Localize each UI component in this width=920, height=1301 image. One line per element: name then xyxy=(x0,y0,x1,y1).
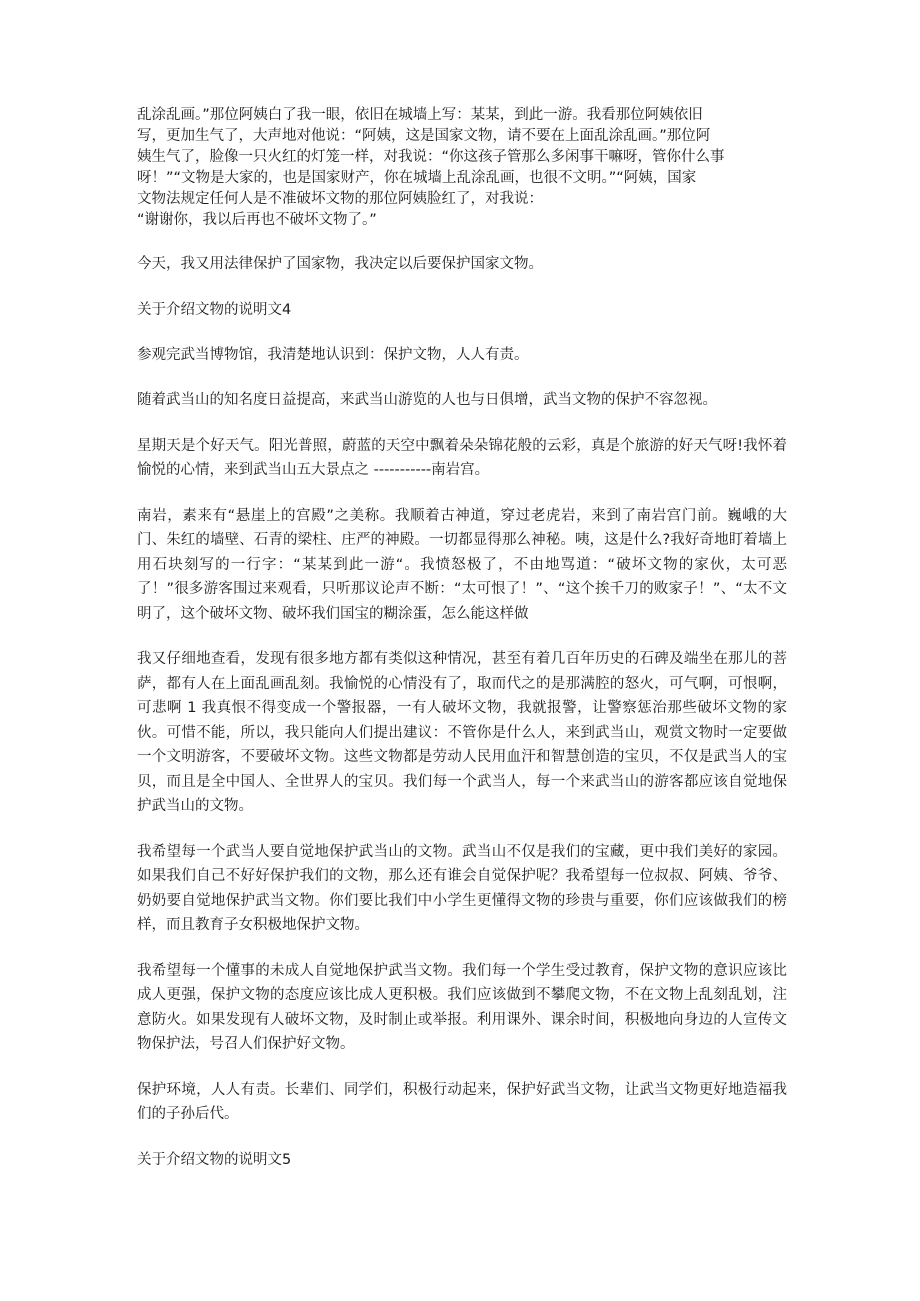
paragraph-10: 保护环境，人人有责。长辈们、同学们，积极行动起来，保护好武当文物，让武当文物更好地造福我们的子孙后代。 xyxy=(137,1081,787,1122)
paragraph-8: 我希望每一个武当人要自觉地保护武当山的文物。武当山不仅是我们的宝藏，更中我们美好的家园。如果我们自己不好好保护我们的文物，那么还有谁会自觉保护呢？我希望每一位叔叔、阿姨、爷爷、奶奶要自觉地保护武当文物。你们要比我们中小学生更懂得文物的珍贵与重要，你们应该做我们的榜样，而且教育子女积极地保护文物。 xyxy=(137,843,787,933)
text-line: 文物法规定任何人是不准破坏文物的那位阿姨脸红了，对我说： xyxy=(137,191,543,207)
paragraph-2: 今天，我又用法律保护了国家物，我决定以后要保护国家文物。 xyxy=(137,256,543,272)
document-body xyxy=(137,105,787,1172)
paragraph-1 xyxy=(137,105,787,231)
paragraph-4: 随着武当山的知名度日益提高，来武当山游览的人也与日俱增，武当文物的保护不容忽视。 xyxy=(137,392,717,408)
text-line: 乱涂乱画。”那位阿姨白了我一眼，依旧在城墙上写：某某，到此一游。我看那位阿姨依旧 xyxy=(137,107,703,123)
text-line: “谢谢你，我以后再也不破坏文物了。” xyxy=(137,212,377,228)
text-line: 姨生气了，脸像一只火红的灯笼一样，对我说：“你这孩子管那么多闲事干嘛呀，管你什么事 xyxy=(137,149,725,165)
section-heading-5: 关于介绍文物的说明文5 xyxy=(137,1151,292,1168)
text-line: 呀！”“文物是大家的，也是国家财产，你在城墙上乱涂乱画，也很不文明。”“阿姨，国家 xyxy=(137,170,697,186)
section-heading-4: 关于介绍文物的说明文4 xyxy=(137,301,292,318)
paragraph-5: 星期天是个好天气。阳光普照，蔚蓝的天空中飘着朵朵锦花般的云彩，真是个旅游的好天气呀!我怀着愉悦的心情，来到武当山五大景点之 -----------南岩宫。 xyxy=(137,437,787,478)
paragraph-9: 我希望每一个懂事的未成人自觉地保护武当文物。我们每一个学生受过教育，保护文物的意识应该比成人更强，保护文物的态度应该比成人更积极。我们应该做到不攀爬文物，不在文物上乱刻乱划，注意防火。如果发现有人破坏文物，及时制止或举报。利用课外、课余时间，积极地向身边的人宣传文物保护法，号召人们保护好文物。 xyxy=(137,962,787,1052)
paragraph-6: 南岩，素来有“悬崖上的宫殿”之美称。我顺着古神道，穿过老虎岩，来到了南岩宫门前。巍峨的大门、朱红的墙壁、石青的梁柱、庄严的神殿。一切都显得那么神秘。咦，这是什么?我好奇地盯着墙上用石块刻写的一行字：“某某到此一游“。我愤怒极了，不由地骂道：“破坏文物的家伙，太可恶了！”很多游客围过来观看，只听那议论声不断：“太可恨了！”、“这个挨千刀的败家子！”、“太不文明了，这个破坏文物、破坏我们国宝的糊涂蛋，怎么能这样做 xyxy=(137,507,787,622)
text-line: 写，更加生气了，大声地对他说：“阿姨，这是国家文物，请不要在上面乱涂乱画。”那位阿 xyxy=(137,128,711,144)
paragraph-7: 我又仔细地查看，发现有很多地方都有类似这种情况，甚至有着几百年历史的石碑及端坐在那儿的菩萨，都有人在上面乱画乱刻。我愉悦的心情没有了，取而代之的是那满腔的怒火，可气啊，可恨啊，可悲啊 1 我真恨不得变成一个警报器，一有人破坏文物，我就报警，让警察惩治那些破坏文物的家伙。可惜不能，所以，我只能向人们提出建议：不管你是什么人，来到武当山，观赏文物时一定要做一个文明游客，不要破坏文物。这些文物都是劳动人民用血汗和智慧创造的宝贝，不仅是武当人的宝贝，而且是全中国人、全世界人的宝贝。我们每一个武当人，每一个来武当山的游客都应该自觉地保护武当山的文物。 xyxy=(137,651,787,814)
paragraph-3: 参观完武当博物馆，我清楚地认识到：保护文物，人人有责。 xyxy=(137,346,529,363)
